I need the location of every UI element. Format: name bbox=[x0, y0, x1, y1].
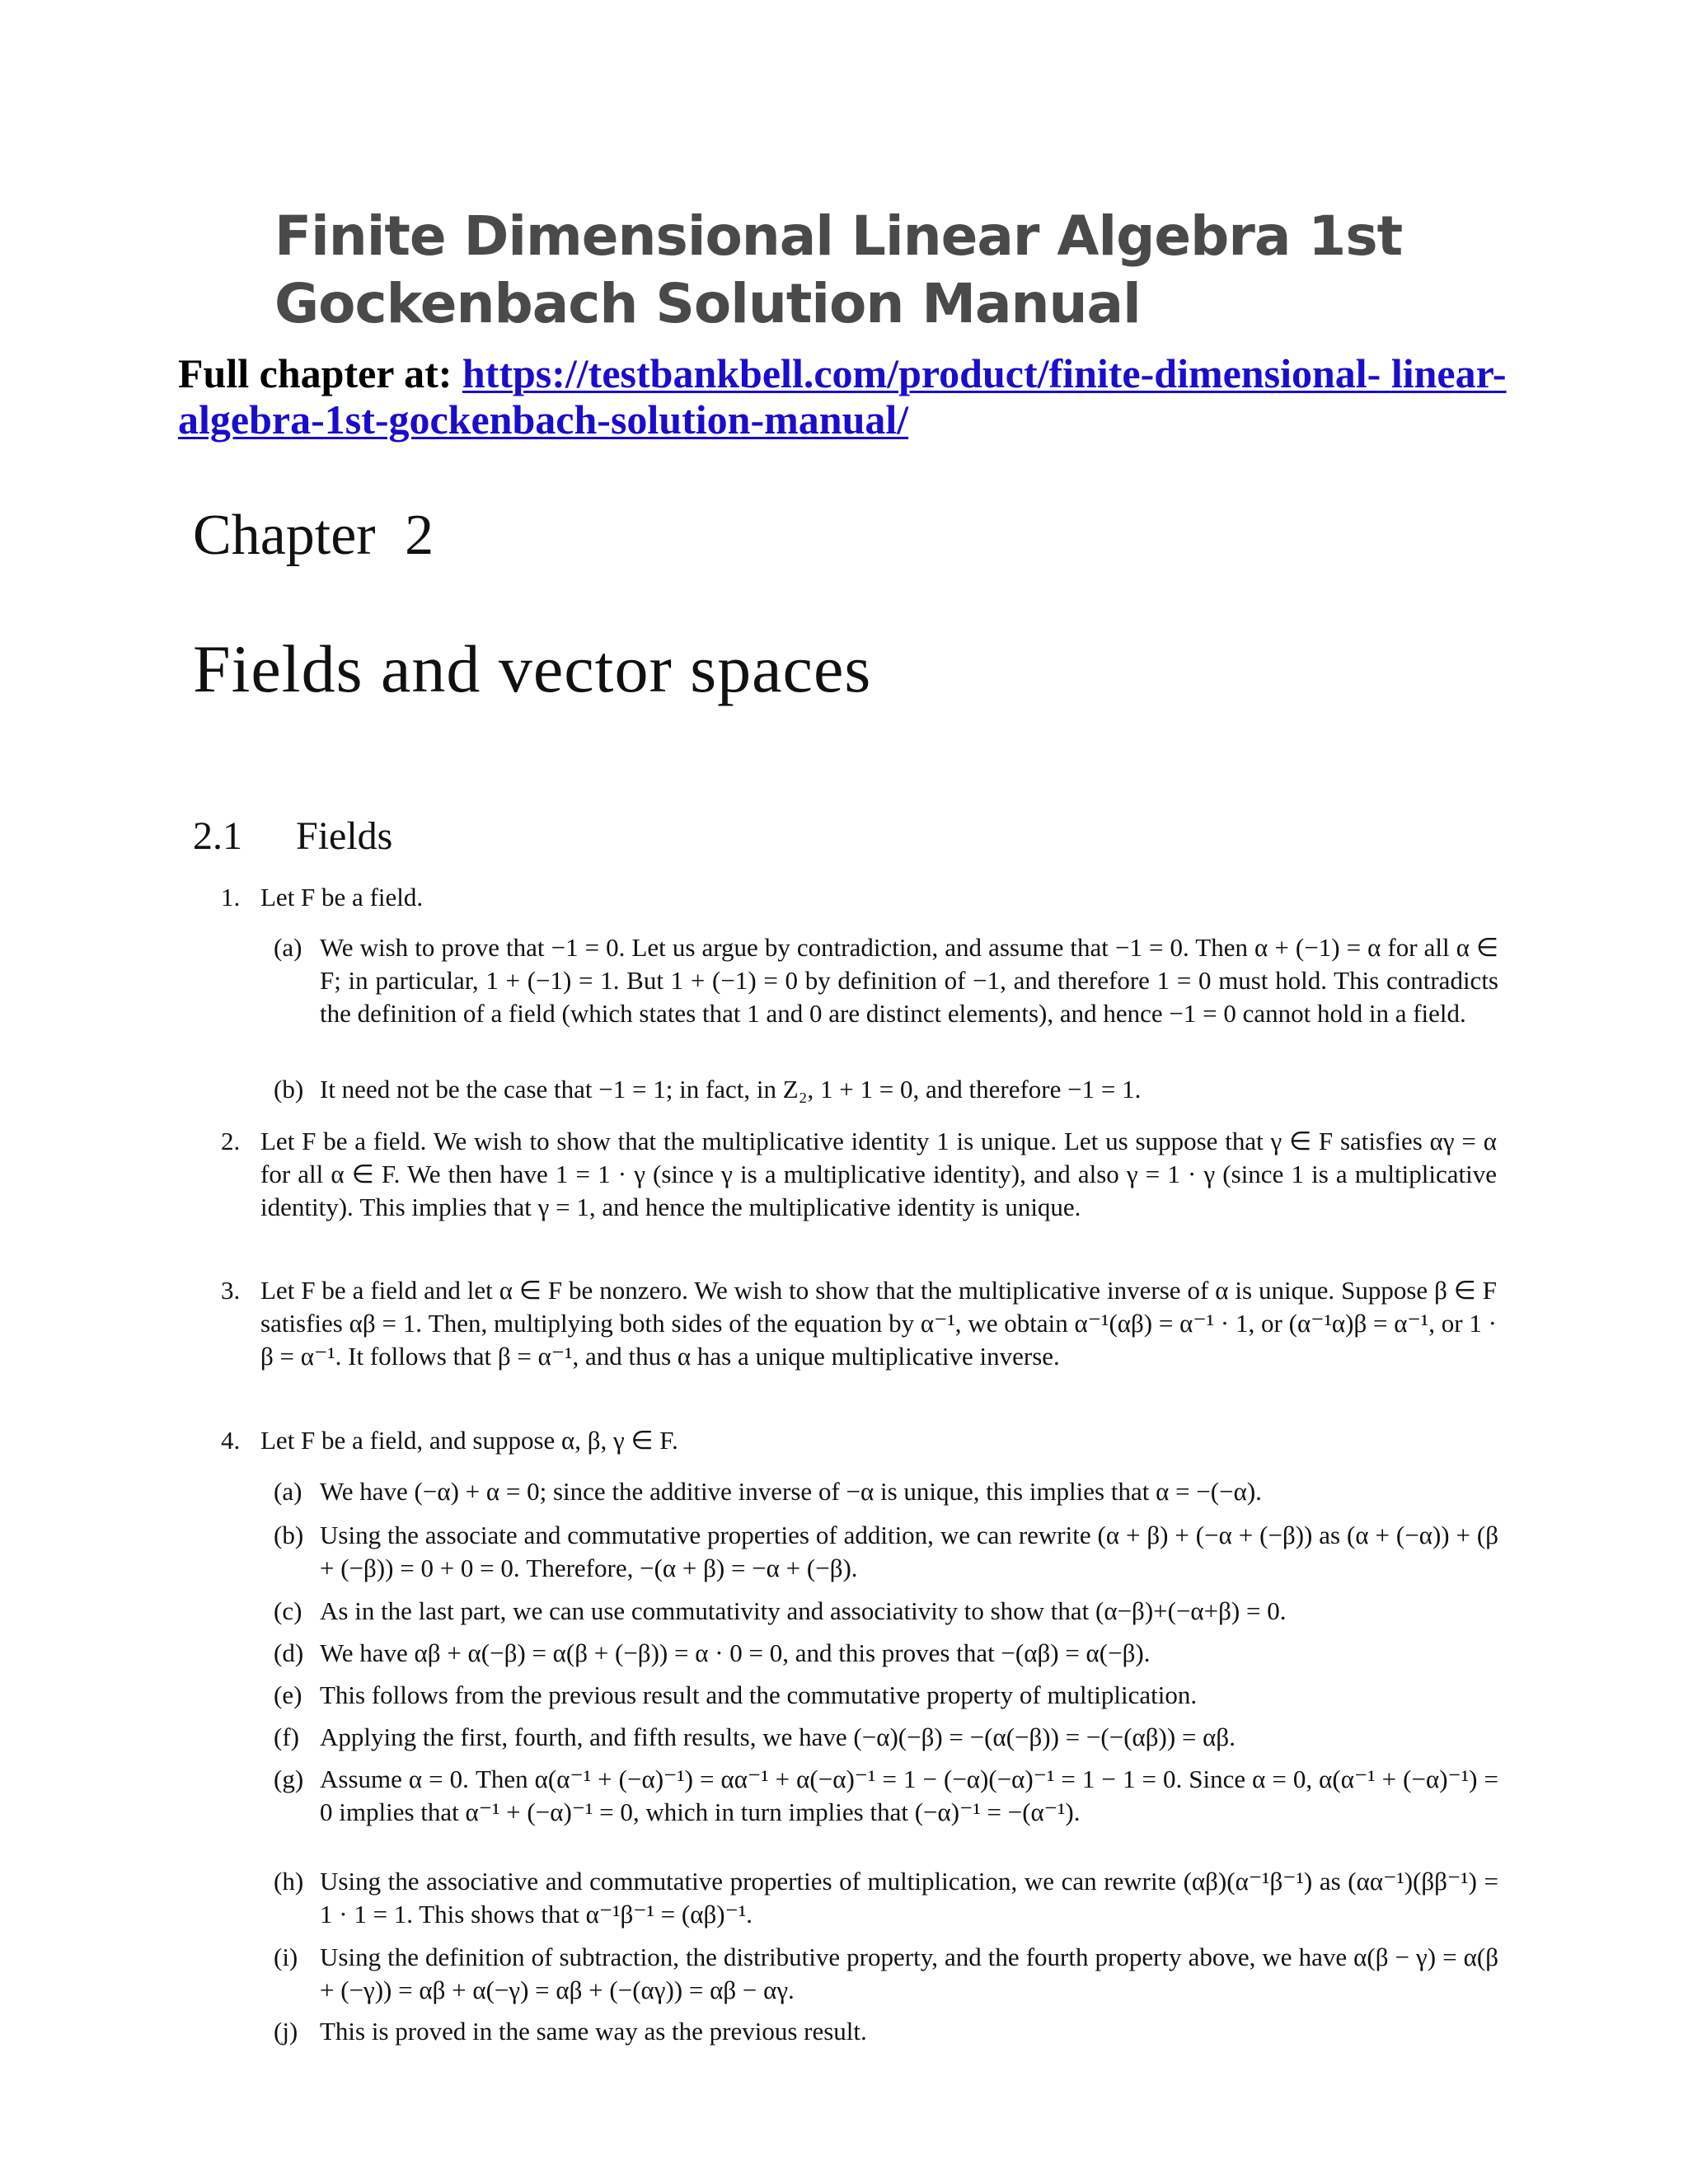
full-chapter-link-block bbox=[178, 350, 1513, 443]
item-text: Let F be a field. bbox=[260, 883, 424, 912]
list-subitem bbox=[274, 1073, 1498, 1106]
subitem-label: (e) bbox=[274, 1680, 302, 1709]
subitem-text: We wish to prove that −1 = 0. Let us argue by contradiction, and assume that −1 = 0. Then α + (−1) = α for all α ∈ F; in particular, 1 + (−1) = 1. But 1 + (−1) = 0 by definition of −1, and therefore 1 = 0 must hold. This contradicts the definition of a field (which states that 1 and 0 are distinct elements), and hence −1 = 0 cannot hold in a field. bbox=[320, 933, 1498, 1028]
subitem-label: (j) bbox=[274, 2017, 298, 2046]
document-title bbox=[274, 203, 1560, 338]
full-chapter-label: Full chapter at: bbox=[178, 350, 452, 396]
section-title: Fields bbox=[296, 814, 393, 858]
subitem-label: (b) bbox=[274, 1075, 304, 1104]
item-number: 3. bbox=[221, 1276, 241, 1305]
subitem-text: Applying the first, fourth, and fifth results, we have (−α)(−β) = −(α(−β)) = −(−(αβ)) = αβ. bbox=[320, 1722, 1236, 1751]
subitem-label: (d) bbox=[274, 1638, 304, 1667]
list-subitem bbox=[274, 1763, 1498, 1829]
list-subitem bbox=[274, 1679, 1498, 1712]
item-number: 4. bbox=[221, 1426, 241, 1455]
subitem-text: It need not be the case that −1 = 1; in fact, in Z₂, 1 + 1 = 0, and therefore −1 = 1. bbox=[320, 1075, 1142, 1104]
list-subitem bbox=[274, 1637, 1498, 1670]
item-text: Let F be a field and let α ∈ F be nonzero. We wish to show that the multiplicative inverse of α is unique. Suppose β ∈ F satisfies αβ = 1. Then, multiplying both sides of the equation by α⁻¹, we obtain α⁻¹(αβ) = α⁻¹ · 1, or (α⁻¹α)β = α⁻¹, or 1 · β = α⁻¹. It follows that β = α⁻¹, and thus α has a unique multiplicative inverse. bbox=[260, 1276, 1497, 1371]
title-line-2: Gockenbach Solution Manual bbox=[274, 272, 1141, 335]
subitem-text: We have αβ + α(−β) = α(β + (−β)) = α · 0 = 0, and this proves that −(αβ) = α(−β). bbox=[320, 1638, 1151, 1667]
subitem-text: This is proved in the same way as the previous result. bbox=[320, 2017, 867, 2046]
item-number: 2. bbox=[221, 1127, 241, 1155]
chapter-title: Fields and vector spaces bbox=[193, 631, 872, 706]
subitem-text: Using the definition of subtraction, the distributive property, and the fourth property above, we have α(β − γ) = α(β + (−γ)) = αβ + α(−γ) = αβ + (−(αγ)) = αβ − αγ. bbox=[320, 1943, 1498, 2004]
list-subitem bbox=[274, 1519, 1498, 1585]
subitem-text: Using the associate and commutative properties of addition, we can rewrite (α + β) + (−α + (−β)) as (α + (−α)) + (β + (−β)) = 0 + 0 = 0. Therefore, −(α + β) = −α + (−β). bbox=[320, 1521, 1498, 1582]
subitem-text: This follows from the previous result and the commutative property of multiplication. bbox=[320, 1680, 1198, 1709]
subitem-label: (a) bbox=[274, 1477, 302, 1506]
list-item bbox=[221, 1125, 1497, 1224]
subitem-label: (c) bbox=[274, 1596, 302, 1625]
list-subitem bbox=[274, 931, 1498, 1030]
subitem-label: (b) bbox=[274, 1521, 304, 1549]
subitem-label: (g) bbox=[274, 1765, 304, 1793]
url-part-2[interactable]: linear-algebra-1st-gockenbach-solution-manual/ bbox=[178, 350, 1507, 443]
list-item bbox=[221, 881, 1497, 914]
list-subitem bbox=[274, 1721, 1498, 1754]
subitem-text: We have (−α) + α = 0; since the additive inverse of −α is unique, this implies that α = −(−α). bbox=[320, 1477, 1262, 1506]
section-number: 2.1 bbox=[193, 814, 242, 858]
list-item bbox=[221, 1424, 1497, 1457]
list-subitem bbox=[274, 2015, 1498, 2048]
subitem-text: Using the associative and commutative properties of multiplication, we can rewrite (αβ)(α⁻¹β⁻¹) as (αα⁻¹)(ββ⁻¹) = 1 · 1 = 1. This shows that α⁻¹β⁻¹ = (αβ)⁻¹. bbox=[320, 1867, 1498, 1929]
chapter-heading: Chapter 2 bbox=[193, 504, 434, 567]
item-text: Let F be a field. We wish to show that the multiplicative identity 1 is unique. Let us suppose that γ ∈ F satisfies αγ = α for all α ∈ F. We then have 1 = 1 · γ (since γ is a multiplicative identity), and also γ = 1 · γ (since 1 is a multiplicative identity). This implies that γ = 1, and hence the multiplicative identity is unique. bbox=[260, 1127, 1497, 1221]
list-item bbox=[221, 1274, 1497, 1373]
list-subitem bbox=[274, 1865, 1498, 1931]
subitem-label: (a) bbox=[274, 933, 302, 962]
url-part-1[interactable]: https://testbankbell.com/product/finite-dimensional- bbox=[462, 350, 1381, 396]
item-number: 1. bbox=[221, 883, 241, 912]
item-text: Let F be a field, and suppose α, β, γ ∈ F. bbox=[260, 1426, 678, 1455]
subitem-text: As in the last part, we can use commutativity and associativity to show that (α−β)+(−α+β) = 0. bbox=[320, 1596, 1287, 1625]
subitem-label: (h) bbox=[274, 1867, 304, 1896]
title-line-1: Finite Dimensional Linear Algebra 1st bbox=[274, 204, 1403, 268]
subitem-label: (f) bbox=[274, 1722, 299, 1751]
list-subitem bbox=[274, 1475, 1498, 1508]
list-subitem bbox=[274, 1941, 1498, 2007]
list-subitem bbox=[274, 1595, 1498, 1628]
subitem-text: Assume α = 0. Then α(α⁻¹ + (−α)⁻¹) = αα⁻¹ + α(−α)⁻¹ = 1 − (−α)(−α)⁻¹ = 1 − 1 = 0. Since α = 0, α(α⁻¹ + (−α)⁻¹) = 0 implies that α⁻¹ + (−α)⁻¹ = 0, which in turn implies that (−α)⁻¹ = −(α⁻¹). bbox=[320, 1765, 1498, 1826]
section-heading bbox=[193, 812, 392, 861]
subitem-label: (i) bbox=[274, 1943, 298, 1971]
